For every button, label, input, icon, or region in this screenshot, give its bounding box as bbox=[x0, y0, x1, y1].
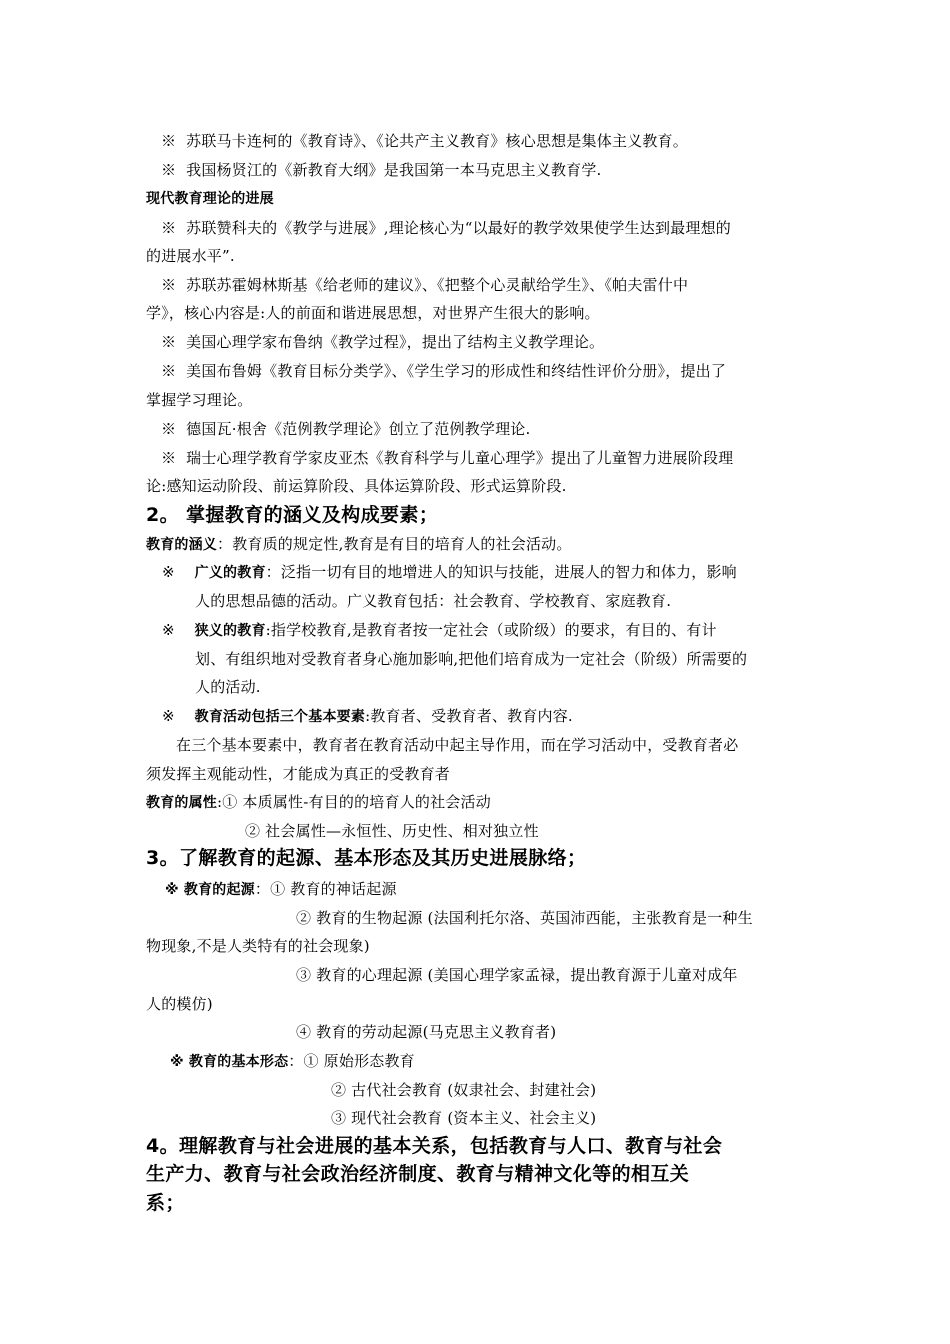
history-line-6b: 掌握学习理论。 bbox=[146, 391, 253, 409]
history-line-5: ※ 美国心理学家布鲁纳《教学过程》，提出了结构主义教学理论。 bbox=[161, 333, 605, 351]
history-line-7: ※ 德国瓦·根舍《范例教学理论》创立了范例教学理论. bbox=[161, 420, 531, 438]
section-4-heading-line-1: 4。理解教育与社会进展的基本关系，包括教育与人口、教育与社会 bbox=[146, 1135, 723, 1157]
narrow-education-line-a: ※ 狭义的教育:指学校教育,是教育者按一定社会（或阶级）的要求，有目的、有计 bbox=[162, 621, 717, 639]
broad-education-label: 广义的教育 bbox=[194, 565, 266, 581]
origin-line-4: ④ 教育的劳动起源(马克思主义教育者) bbox=[296, 1023, 557, 1041]
education-attribute-2: ② 社会属性—永恒性、历史性、相对独立性 bbox=[245, 822, 539, 840]
reference-mark-icon: ※ bbox=[161, 449, 177, 467]
reference-mark-icon: ※ bbox=[161, 132, 177, 150]
section-4-heading-line-3: 系； bbox=[146, 1192, 185, 1214]
basic-elements-line: ※ 教育活动包括三个基本要素:教育者、受教育者、教育内容. bbox=[162, 707, 573, 725]
education-attribute-label: 教育的属性 bbox=[146, 795, 217, 811]
history-line-1: ※ 苏联马卡连柯的《教育诗》、《论共产主义教育》核心思想是集体主义教育。 bbox=[161, 132, 688, 150]
reference-mark-icon: ※ bbox=[162, 707, 175, 725]
basic-elements-label: 教育活动包括三个基本要素 bbox=[194, 709, 366, 725]
origin-line-2b: 物现象,不是人类特有的社会现象) bbox=[146, 937, 370, 955]
forms-line-1: ※ 教育的基本形态：① 原始形态教育 bbox=[170, 1052, 415, 1070]
history-line-8b: 论:感知运动阶段、前运算阶段、具体运算阶段、形式运算阶段. bbox=[146, 477, 567, 495]
reference-mark-icon: ※ bbox=[162, 621, 175, 639]
history-line-4a: ※ 苏联苏霍姆林斯基《给老师的建议》、《把整个心灵献给学生》、《帕夫雷什中 bbox=[161, 276, 689, 294]
education-attribute-1: 教育的属性:① 本质属性-有目的的培育人的社会活动 bbox=[146, 793, 491, 811]
reference-mark-icon: ※ bbox=[161, 276, 177, 294]
section-4-heading-line-2: 生产力、教育与社会政治经济制度、教育与精神文化等的相互关 bbox=[146, 1163, 690, 1185]
reference-mark-icon: ※ bbox=[161, 362, 177, 380]
section-3-heading: 3。了解教育的起源、基本形态及其历史进展脉络； bbox=[146, 847, 587, 869]
narrow-education-label: 狭义的教育 bbox=[194, 623, 266, 639]
reference-mark-icon: ※ bbox=[161, 333, 177, 351]
history-line-4b: 学》，核心内容是:人的前面和谐进展思想，对世界产生很大的影响。 bbox=[146, 304, 600, 322]
forms-line-3: ③ 现代社会教育 (资本主义、社会主义) bbox=[331, 1109, 597, 1127]
forms-line-2: ② 古代社会教育 (奴隶社会、封建社会) bbox=[331, 1081, 597, 1099]
history-line-3a: ※ 苏联赞科夫的《教学与进展》,理论核心为“以最好的教学效果使学生达到最理想的 bbox=[161, 219, 731, 237]
elements-paragraph-b: 须发挥主观能动性，才能成为真正的受教育者 bbox=[146, 765, 451, 783]
forms-label: ※ 教育的基本形态 bbox=[170, 1054, 289, 1070]
narrow-education-line-b: 划、有组织地对受教育者身心施加影响,把他们培育成为一定社会（阶级）所需要的 bbox=[195, 650, 748, 668]
history-line-6a: ※ 美国布鲁姆《教育目标分类学》、《学生学习的形成性和终结性评价分册》，提出了 bbox=[161, 362, 727, 380]
elements-paragraph-a: 在三个基本要素中，教育者在教育活动中起主导作用，而在学习活动中，受教育者必 bbox=[176, 736, 739, 754]
history-line-2: ※ 我国杨贤江的《新教育大纲》是我国第一本马克思主义教育学. bbox=[161, 161, 602, 179]
reference-mark-icon: ※ bbox=[161, 420, 177, 438]
section-2-heading: 2。 掌握教育的涵义及构成要素； bbox=[146, 504, 439, 526]
origin-line-2a: ② 教育的生物起源 (法国利托尔洛、英国沛西能，主张教育是一种生 bbox=[296, 909, 753, 927]
reference-mark-icon: ※ bbox=[161, 161, 177, 179]
reference-mark-icon: ※ bbox=[162, 563, 175, 581]
history-line-8a: ※ 瑞士心理学教育学家皮亚杰《教育科学与儿童心理学》提出了儿童智力进展阶段理 bbox=[161, 449, 734, 467]
origin-line-1: ※ 教育的起源：① 教育的神话起源 bbox=[165, 880, 397, 898]
broad-education-line-a: ※ 广义的教育：泛指一切有目的地增进人的知识与技能，进展人的智力和体力，影响 bbox=[162, 563, 737, 581]
narrow-education-line-c: 人的活动. bbox=[195, 678, 261, 696]
origin-label: ※ 教育的起源 bbox=[165, 882, 255, 898]
history-line-3b: 的进展水平”. bbox=[146, 247, 235, 265]
origin-line-3a: ③ 教育的心理起源 (美国心理学家孟禄，提出教育源于儿童对成年 bbox=[296, 966, 738, 984]
origin-line-3b: 人的模仿) bbox=[146, 995, 213, 1013]
education-meaning-label: 教育的涵义 bbox=[146, 537, 217, 553]
reference-mark-icon: ※ bbox=[161, 219, 177, 237]
education-meaning: 教育的涵义：教育质的规定性,教育是有目的培育人的社会活动。 bbox=[146, 535, 572, 553]
modern-theory-title: 现代教育理论的进展 bbox=[146, 191, 274, 207]
broad-education-line-b: 人的思想品德的活动。广义教育包括：社会教育、学校教育、家庭教育. bbox=[195, 592, 672, 610]
